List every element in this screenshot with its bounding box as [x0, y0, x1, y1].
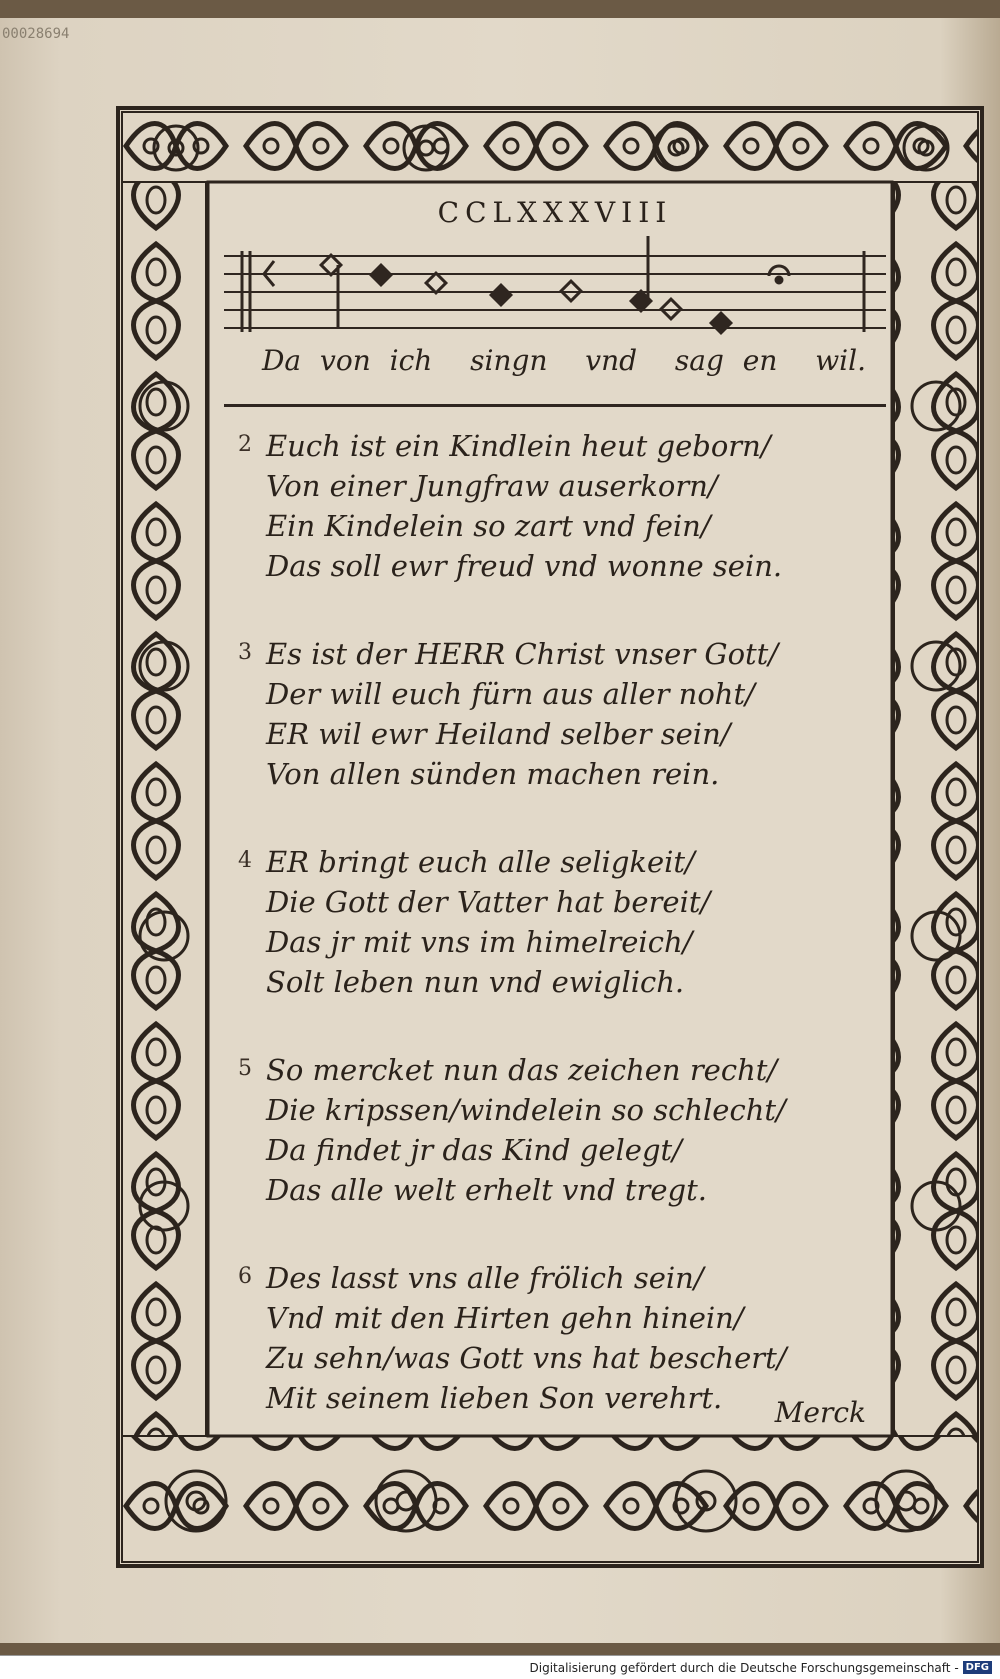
verse-line: Das alle welt erhelt vnd tregt. — [266, 1173, 707, 1207]
verse-line: ER bringt euch alle seligkeit/ — [266, 845, 695, 879]
verse-line: Von allen sünden machen rein. — [266, 757, 720, 791]
hymn-verses — [224, 426, 886, 1466]
catchword: Merck — [774, 1396, 866, 1429]
verse-line: Der will euch fürn aus aller noht/ — [266, 677, 755, 711]
shelfmark: 00028694 — [2, 26, 70, 42]
verse-line: Vnd mit den Hirten gehn hinein/ — [266, 1301, 744, 1335]
stanza-number: 5 — [238, 1056, 252, 1081]
stanza — [224, 1258, 886, 1418]
stanza — [224, 634, 886, 794]
stanza-number: 2 — [238, 432, 252, 457]
music-staff-icon — [224, 236, 886, 336]
underlay-word: wil. — [815, 344, 866, 377]
verse-line: Mit seinem lieben Son verehrt. — [266, 1381, 723, 1415]
underlay-word: sag — [674, 344, 724, 377]
verse-line: Zu sehn/was Gott vns hat beschert/ — [266, 1341, 787, 1375]
folio-number: CCLXXXVIII — [437, 196, 673, 229]
underlay-word: ich — [389, 344, 433, 377]
stanza-number: 4 — [238, 848, 252, 873]
verse-line: Solt leben nun vnd ewiglich. — [266, 965, 685, 999]
footer-text: Digitalisierung gefördert durch die Deutsche Forschungsgemeinschaft - — [529, 1660, 959, 1675]
divider-rule — [224, 404, 886, 407]
stanza-number: 6 — [238, 1264, 252, 1289]
text-block — [224, 196, 886, 1429]
book-page — [0, 18, 1000, 1643]
verse-line: Die Gott der Vatter hat bereit/ — [266, 885, 711, 919]
verse-line: Das soll ewr freud vnd wonne sein. — [266, 549, 783, 583]
stanza — [224, 426, 886, 586]
verse-line: So mercket nun das zeichen recht/ — [266, 1053, 778, 1087]
verse-line: Des lasst vns alle frölich sein/ — [266, 1261, 704, 1295]
verse-line: Das jr mit vns im himelreich/ — [266, 925, 693, 959]
digitization-footer — [0, 1655, 1000, 1679]
verse-line: Von einer Jungfraw auserkorn/ — [266, 469, 718, 503]
stanza — [224, 1050, 886, 1210]
underlay-word: en — [742, 344, 778, 377]
verse-line: Euch ist ein Kindlein heut geborn/ — [266, 429, 771, 463]
verse-line: ER wil ewr Heiland selber sein/ — [266, 717, 731, 751]
underlay-word: Da — [261, 344, 302, 377]
dfg-logo-icon: DFG — [963, 1661, 992, 1674]
underlay-word: vnd — [585, 344, 638, 377]
verse-line: Ein Kindelein so zart vnd fein/ — [266, 509, 711, 543]
stanza-number: 3 — [238, 640, 252, 665]
verse-line: Die kripssen/windelein so schlecht/ — [266, 1093, 786, 1127]
lyrics-underlay — [224, 344, 886, 384]
verse-line: Da findet jr das Kind gelegt/ — [266, 1133, 682, 1167]
stanza — [224, 842, 886, 1002]
verse-line: Es ist der HERR Christ vnser Gott/ — [266, 637, 779, 671]
underlay-word: singn — [470, 344, 548, 377]
underlay-word: von — [320, 344, 371, 377]
